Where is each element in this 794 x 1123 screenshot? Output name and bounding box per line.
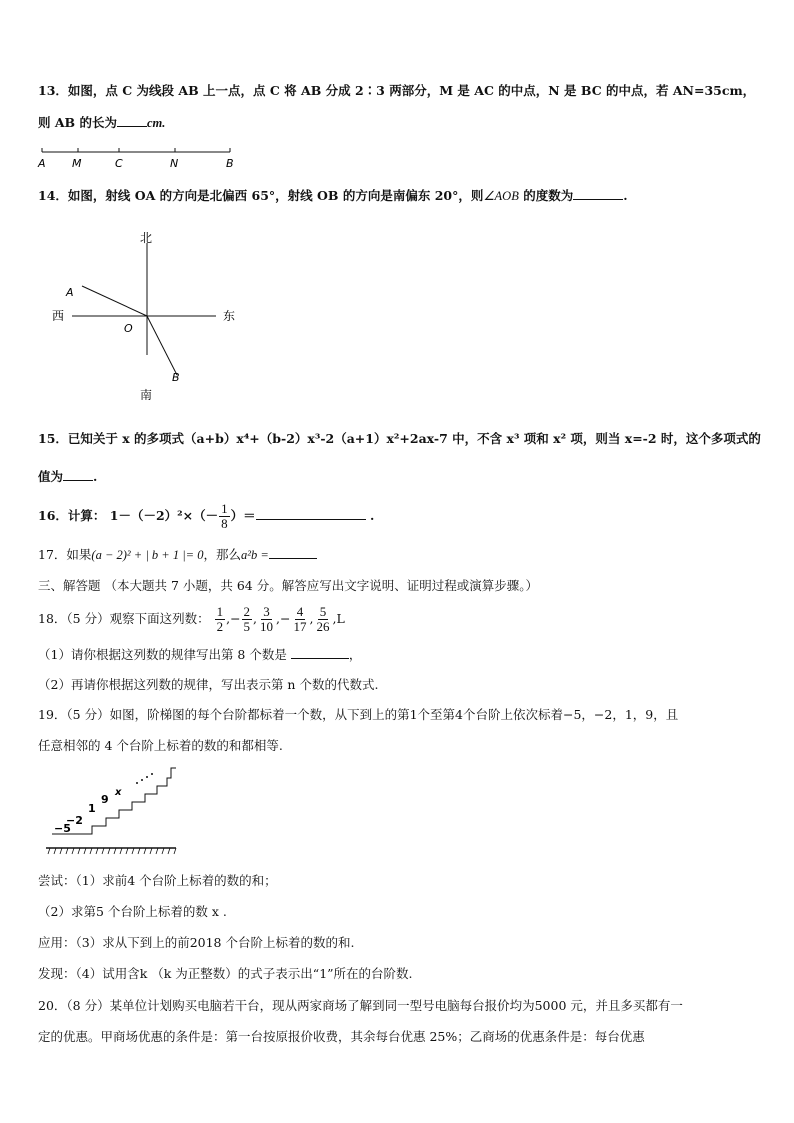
q16-fraction-denominator: 8 (221, 516, 228, 531)
q18-sub2: （2）再请你根据这列数的规律，写出表示第 n 个数的代数式. (38, 677, 379, 692)
q14-east-label: 东 (223, 309, 236, 323)
q18-fraction-4-den: 17 (293, 619, 307, 634)
q13-answer-blank[interactable] (117, 114, 147, 127)
q15-line2-text: 值为 (38, 469, 64, 484)
q13-segment-figure (36, 140, 246, 170)
q16-label: 16．计算： (38, 508, 106, 523)
q19-try1: 尝试：（1）求前4 个台阶上标着的数的和； (38, 873, 277, 888)
q14-end: . (623, 188, 628, 203)
q19-step-5-label: x (115, 787, 122, 798)
q18-sub1-end: ， (348, 647, 362, 662)
q14-text (38, 187, 628, 205)
q18-fraction-3 (258, 605, 275, 634)
q17-line (38, 546, 317, 564)
q13-line1: 13．如图，点 C 为线段 AB 上一点，点 C 将 AB 分成 2∶3 两部分，M 是 AC 的中点，N 是 BC 的中点，若 AN=35cm， (38, 83, 756, 98)
q19-step-1-label: −5 (54, 822, 71, 835)
q18-fraction-1-num: 1 (216, 604, 224, 619)
q15-line2 (38, 468, 97, 486)
q18-fraction-2-num: 2 (243, 604, 251, 619)
q15-answer-blank[interactable] (63, 468, 93, 481)
q15-end: . (93, 469, 98, 484)
q14-o-label: O (124, 322, 133, 335)
q13-unit: cm. (146, 116, 166, 130)
q18-ellipsis: L (336, 611, 345, 626)
q18-sub1-text: （1）请你根据这列数的规律写出第 8 个数是 (38, 647, 287, 662)
q18-sub1 (38, 646, 361, 664)
q18-fraction-4 (292, 605, 309, 634)
q16-line (38, 502, 374, 531)
q13-point-c: C (115, 157, 123, 170)
q19-step-4-label: 9 (101, 793, 109, 806)
q17-mid: ，那么 (203, 547, 241, 562)
q19-staircase-figure (44, 764, 179, 859)
q18-sign-4: − (280, 611, 291, 626)
q13-point-b: B (226, 157, 234, 170)
q14-angle: ∠AOB (483, 189, 519, 203)
q18-fraction-1 (215, 605, 226, 634)
q18-fraction-2-den: 5 (243, 619, 251, 634)
q13-point-a: A (38, 157, 46, 170)
q19-try2: （2）求第5 个台阶上标着的数 x . (38, 904, 227, 919)
q13-line2-text: 则 AB 的长为 (38, 115, 117, 130)
q16-expression-end: ）＝ (230, 508, 256, 523)
section-heading: 三、解答题 （本大题共 7 小题，共 64 分。解答应写出文字说明、证明过程或演算步骤。） (38, 578, 538, 593)
q14-west-label: 西 (52, 309, 65, 323)
q19-apply: 应用：（3）求从下到上的前2018 个台阶上标着的数的和. (38, 935, 355, 950)
q14-answer-blank[interactable] (573, 187, 623, 200)
q14-direction-figure (40, 225, 250, 405)
q14-text-post: 的度数为 (518, 188, 574, 203)
q18-fraction-1-den: 2 (216, 619, 224, 634)
q16-fraction-numerator: 1 (221, 501, 228, 516)
q14-north-label: 北 (140, 231, 153, 245)
q19-line1: 19．（5 分）如图，阶梯图的每个台阶都标着一个数，从下到上的第1个至第4个台阶上依次标着−5，−2，1，9，且 (38, 707, 679, 722)
q16-fraction (219, 502, 230, 531)
q18-fraction-5-den: 26 (316, 619, 330, 634)
q17-target: a²b = (240, 548, 269, 562)
q18-fraction-4-num: 4 (296, 604, 304, 619)
q17-answer-blank[interactable] (269, 546, 317, 559)
q16-expression: 1－（－2）²×（－ (109, 508, 219, 523)
q17-condition: (a − 2)² + | b + 1 |= 0 (91, 548, 204, 562)
q16-end: . (365, 508, 375, 523)
q13-line2 (38, 114, 165, 132)
q20-line1: 20．（8 分）某单位计划购买电脑若干台，现从两家商场了解到同一型号电脑每台报价均为5000 元，并且多买都有一 (38, 998, 683, 1013)
q13-point-m: M (72, 157, 82, 170)
q18-fraction-5-num: 5 (319, 604, 327, 619)
q18-fraction-3-num: 3 (263, 604, 270, 619)
q17-label: 17．如果 (38, 547, 92, 562)
q18-fraction-2 (242, 605, 253, 634)
q14-a-label: A (66, 286, 74, 299)
q19-step-3-label: 1 (88, 802, 96, 815)
q18-line: 18．（5 分）观察下面这列数： $\frac{1}{2}$ ,− $\frac{2}{5}$ , $\frac{3}{10}$ ,− $\frac{4}{17}$ , $\frac{5}{26}$ ,L (38, 604, 345, 634)
q16-answer-blank[interactable] (256, 507, 366, 520)
q13-point-n: N (170, 157, 179, 170)
q14-b-label: B (172, 371, 180, 384)
q19-find: 发现：（4）试用含k （k 为正整数）的式子表示出“1”所在的台阶数. (38, 966, 413, 981)
q18-answer-blank[interactable] (291, 646, 349, 659)
q15-line1: 15．已知关于 x 的多项式（a+b）x⁴+（b-2）x³-2（a+1）x²+2ax-7 中，不含 x³ 项和 x² 项，则当 x=-2 时，这个多项式的 (38, 431, 761, 446)
q20-line2: 定的优惠。甲商场优惠的条件是：第一台按原报价收费，其余每台优惠 25%；乙商场的优惠条件是：每台优惠 (38, 1029, 645, 1044)
q14-south-label: 南 (140, 388, 153, 402)
q18-fraction-3-den: 10 (260, 619, 274, 634)
q19-step-2-label: −2 (66, 814, 83, 827)
q19-line2: 任意相邻的 4 个台阶上标着的数的和都相等. (38, 738, 283, 753)
q14-text-pre: 14．如图，射线 OA 的方向是北偏西 65°，射线 OB 的方向是南偏东 20°，则 (38, 188, 484, 203)
q18-label: 18．（5 分）观察下面这列数： (38, 611, 210, 626)
q18-sign-2: − (230, 611, 241, 626)
q18-fraction-5 (314, 605, 331, 634)
